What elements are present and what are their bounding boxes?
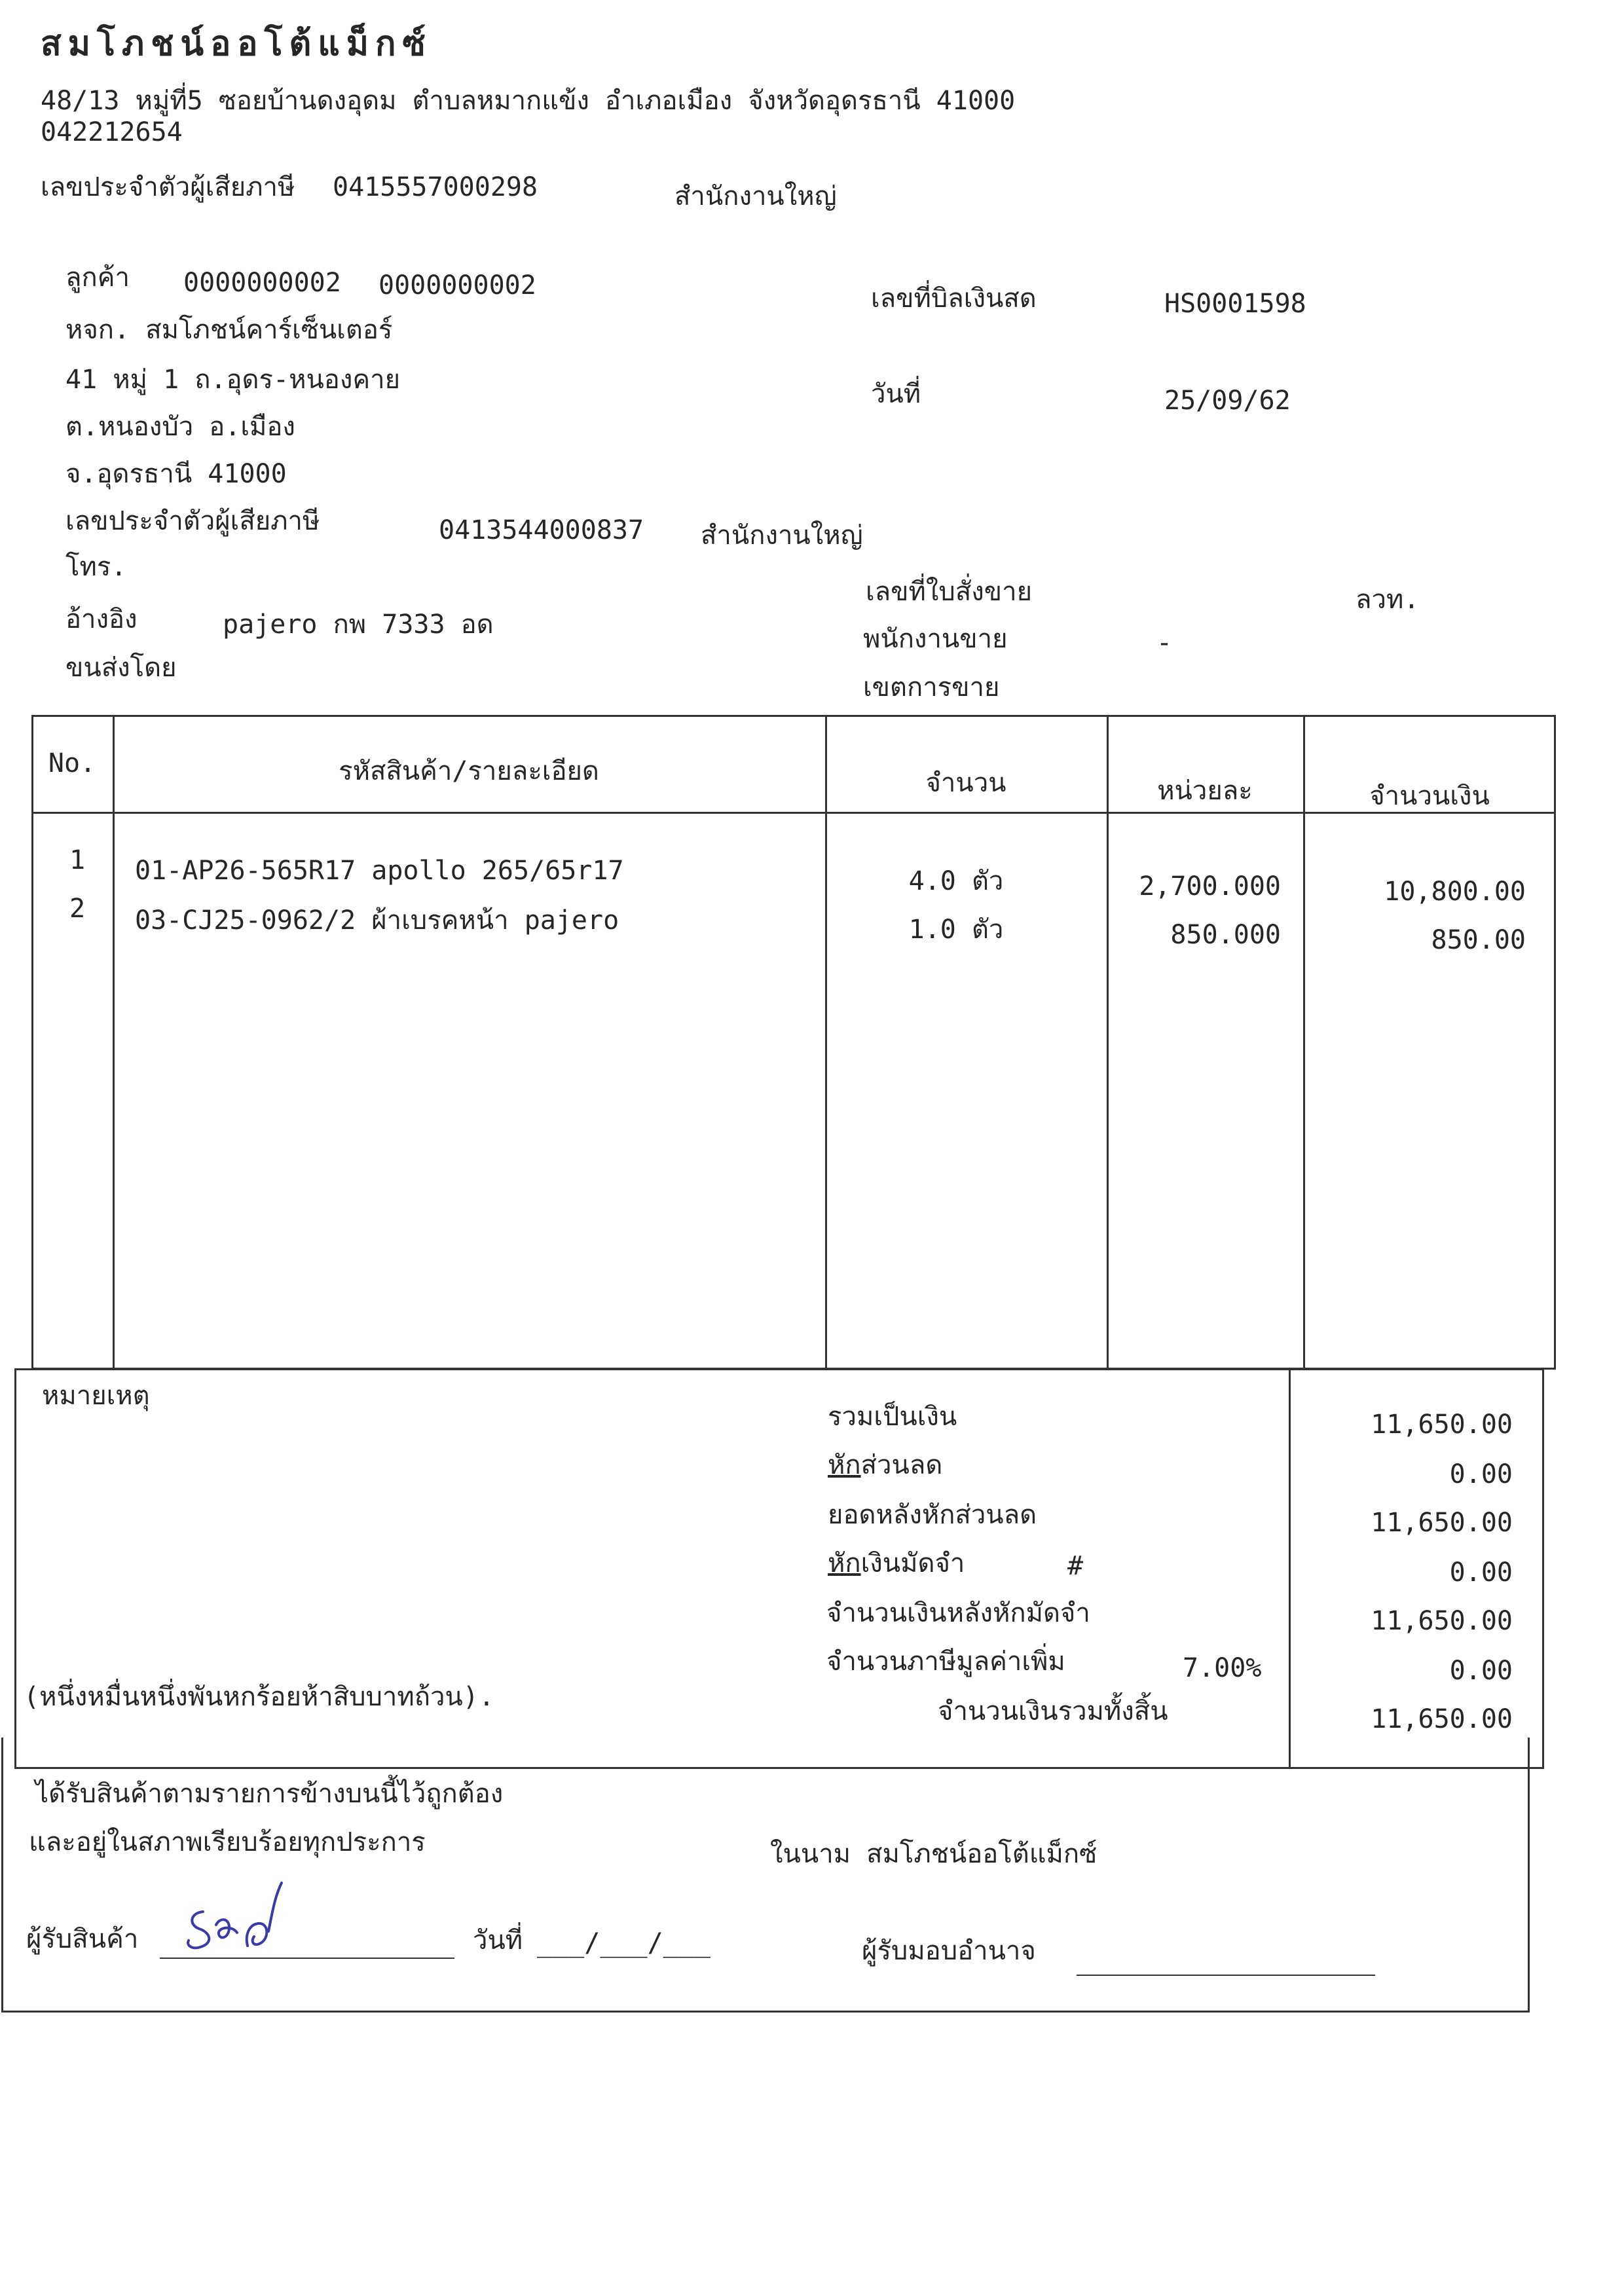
receiver-label: ผู้รับสินค้า <box>26 1924 139 1954</box>
row-number: 1 <box>69 845 86 875</box>
customer-code-1: 0000000002 <box>183 268 341 298</box>
deposit-label: หักเงินมัดจำ <box>828 1548 965 1578</box>
bill-number-label: เลขที่บิลเงินสด <box>871 283 1037 314</box>
bill-date: 25/09/62 <box>1164 386 1291 416</box>
customer-name: หจก. สมโภชน์คาร์เซ็นเตอร์ <box>65 315 393 345</box>
amount-in-words: (หนึ่งหมื่นหนึ่งพันหกร้อยห้าสิบบาทถ้วน). <box>24 1682 494 1712</box>
deposit-value: 0.00 <box>1449 1558 1513 1588</box>
customer-branch: สำนักงานใหญ่ <box>701 520 863 551</box>
customer-tax-id: 0413544000837 <box>439 515 644 545</box>
receive-date-blank: ___/___/___ <box>537 1928 710 1958</box>
company-tax-label: เลขประจำตัวผู้เสียภาษี <box>41 172 295 202</box>
row-quantity: 4.0 ตัว <box>908 866 1004 896</box>
subtotal-label: รวมเป็นเงิน <box>828 1402 957 1432</box>
company-branch: สำนักงานใหญ่ <box>674 181 837 211</box>
column-divider <box>1303 715 1305 1370</box>
sales-order-label: เลขที่ใบสั่งขาย <box>866 577 1033 607</box>
receive-date-label: วันที่ <box>473 1925 523 1956</box>
header-unit-price: หน่วยละ <box>1157 776 1253 806</box>
bill-number: HS0001598 <box>1164 289 1306 319</box>
discount-value: 0.00 <box>1449 1459 1513 1489</box>
sales-order-value: ลวท. <box>1356 585 1420 615</box>
customer-code-2: 0000000002 <box>378 270 536 301</box>
summary-divider <box>1289 1368 1291 1769</box>
salesperson-label: พนักงานขาย <box>863 624 1008 654</box>
column-divider <box>113 715 115 1370</box>
column-divider <box>1107 715 1109 1370</box>
customer-address-2: ต.หนองบัว อ.เมือง <box>65 412 295 442</box>
reference-value: pajero กพ 7333 อด <box>223 610 494 640</box>
discount-label: หักส่วนลด <box>828 1450 943 1480</box>
row-amount: 10,800.00 <box>1384 877 1526 907</box>
column-divider <box>825 715 827 1370</box>
row-amount: 850.00 <box>1431 925 1526 955</box>
row-quantity: 1.0 ตัว <box>908 915 1004 945</box>
company-address: 48/13 หมู่ที่5 ซอยบ้านดงอุดม ตำบลหมากแข้ง อำเภอเมือง จังหวัดอุดรธานี 41000 <box>41 86 1016 116</box>
authorized-signature-line <box>1077 1975 1375 1976</box>
after-discount-value: 11,650.00 <box>1371 1508 1513 1538</box>
row-unit-price: 2,700.000 <box>1139 871 1281 902</box>
subtotal-value: 11,650.00 <box>1371 1410 1513 1440</box>
authorized-label: ผู้รับมอบอำนาจ <box>862 1936 1036 1966</box>
company-tax-id: 0415557000298 <box>333 172 538 202</box>
row-description: 03-CJ25-0962/2 ผ้าเบรคหน้า pajero <box>135 905 619 936</box>
shipping-label: ขนส่งโดย <box>65 653 177 683</box>
deposit-mark: # <box>1067 1551 1084 1581</box>
reference-label: อ้างอิง <box>65 604 138 634</box>
row-unit-price: 850.000 <box>1170 920 1281 950</box>
after-deposit-label: จำนวนเงินหลังหักมัดจำ <box>826 1598 1090 1628</box>
customer-label: ลูกค้า <box>65 263 130 293</box>
received-statement-1: ได้รับสินค้าตามรายการข้างบนนี้ไว้ถูกต้อง <box>35 1779 504 1809</box>
header-description: รหัสสินค้า/รายละเอียด <box>339 756 599 786</box>
on-behalf-of: ในนาม สมโภชน์ออโต้แม็กซ์ <box>770 1839 1098 1869</box>
row-number: 2 <box>69 894 86 924</box>
customer-address-3: จ.อุดรธานี 41000 <box>65 459 287 489</box>
after-discount-label: ยอดหลังหักส่วนลด <box>828 1500 1037 1530</box>
after-deposit-value: 11,650.00 <box>1371 1606 1513 1636</box>
vat-label: จำนวนภาษีมูลค่าเพิ่ม <box>826 1647 1065 1677</box>
grand-total-label: จำนวนเงินรวมทั้งสิ้น <box>938 1696 1168 1726</box>
sales-area-label: เขตการขาย <box>863 672 1000 702</box>
receiver-signature-line <box>160 1958 454 1959</box>
salesperson-value: - <box>1156 628 1173 658</box>
customer-tax-label: เลขประจำตัวผู้เสียภาษี <box>65 506 320 536</box>
vat-rate: 7.00% <box>1183 1653 1262 1683</box>
header-amount: จำนวนเงิน <box>1369 781 1490 811</box>
receiver-signature <box>177 1872 308 1958</box>
header-quantity: จำนวน <box>925 768 1006 798</box>
table-header-divider <box>31 812 1556 814</box>
company-name: สมโภชน์ออโต้แม็กซ์ <box>41 24 432 64</box>
remark-label: หมายเหตุ <box>42 1381 150 1411</box>
customer-address-1: 41 หมู่ 1 ถ.อุดร-หนองคาย <box>65 365 401 395</box>
received-statement-2: และอยู่ในสภาพเรียบร้อยทุกประการ <box>29 1827 426 1857</box>
company-phone: 042212654 <box>41 117 183 147</box>
grand-total-value: 11,650.00 <box>1371 1704 1513 1734</box>
vat-value: 0.00 <box>1449 1656 1513 1686</box>
bill-date-label: วันที่ <box>871 379 921 409</box>
header-no: No. <box>48 748 96 778</box>
customer-phone-label: โทร. <box>65 552 127 582</box>
row-description: 01-AP26-565R17 apollo 265/65r17 <box>135 856 624 886</box>
